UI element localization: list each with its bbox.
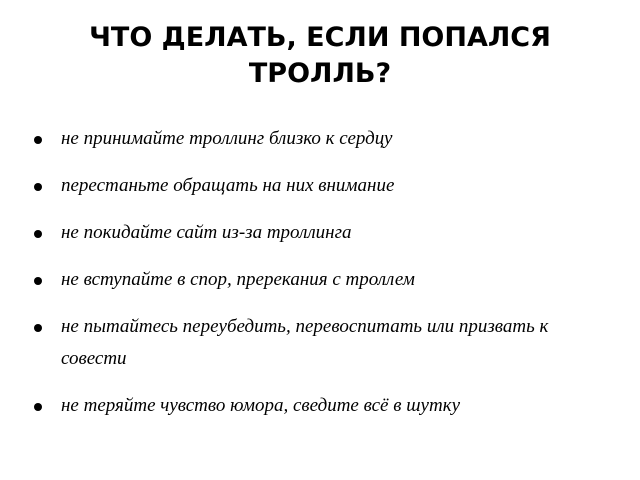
bullet-icon [34,230,42,238]
list-item-text: не принимайте троллинг близко к сердцу [61,128,393,149]
list-item [0,177,640,209]
bullet-icon [34,136,42,144]
list-item-text: не теряйте чувство юмора, сведите всё в шутку [61,395,461,416]
list-item [0,224,640,256]
bullet-icon [34,324,42,332]
bullet-icon [34,277,42,285]
bullet-list [0,130,640,444]
list-item [0,271,640,303]
list-item-text: перестаньте обращать на них внимание [61,175,395,196]
list-item [0,318,640,382]
list-item-text: не пытайтесь переубедить, перевоспитать или призвать к совести [61,316,549,369]
list-item-text: не покидайте сайт из-за троллинга [61,222,352,243]
slide-title: ЧТО ДЕЛАТЬ, ЕСЛИ ПОПАЛСЯ ТРОЛЛЬ? [89,22,551,89]
bullet-icon [34,183,42,191]
list-item [0,130,640,162]
list-item-text: не вступайте в спор, пререкания с троллем [61,269,415,290]
list-item [0,397,640,429]
bullet-icon [34,403,42,411]
